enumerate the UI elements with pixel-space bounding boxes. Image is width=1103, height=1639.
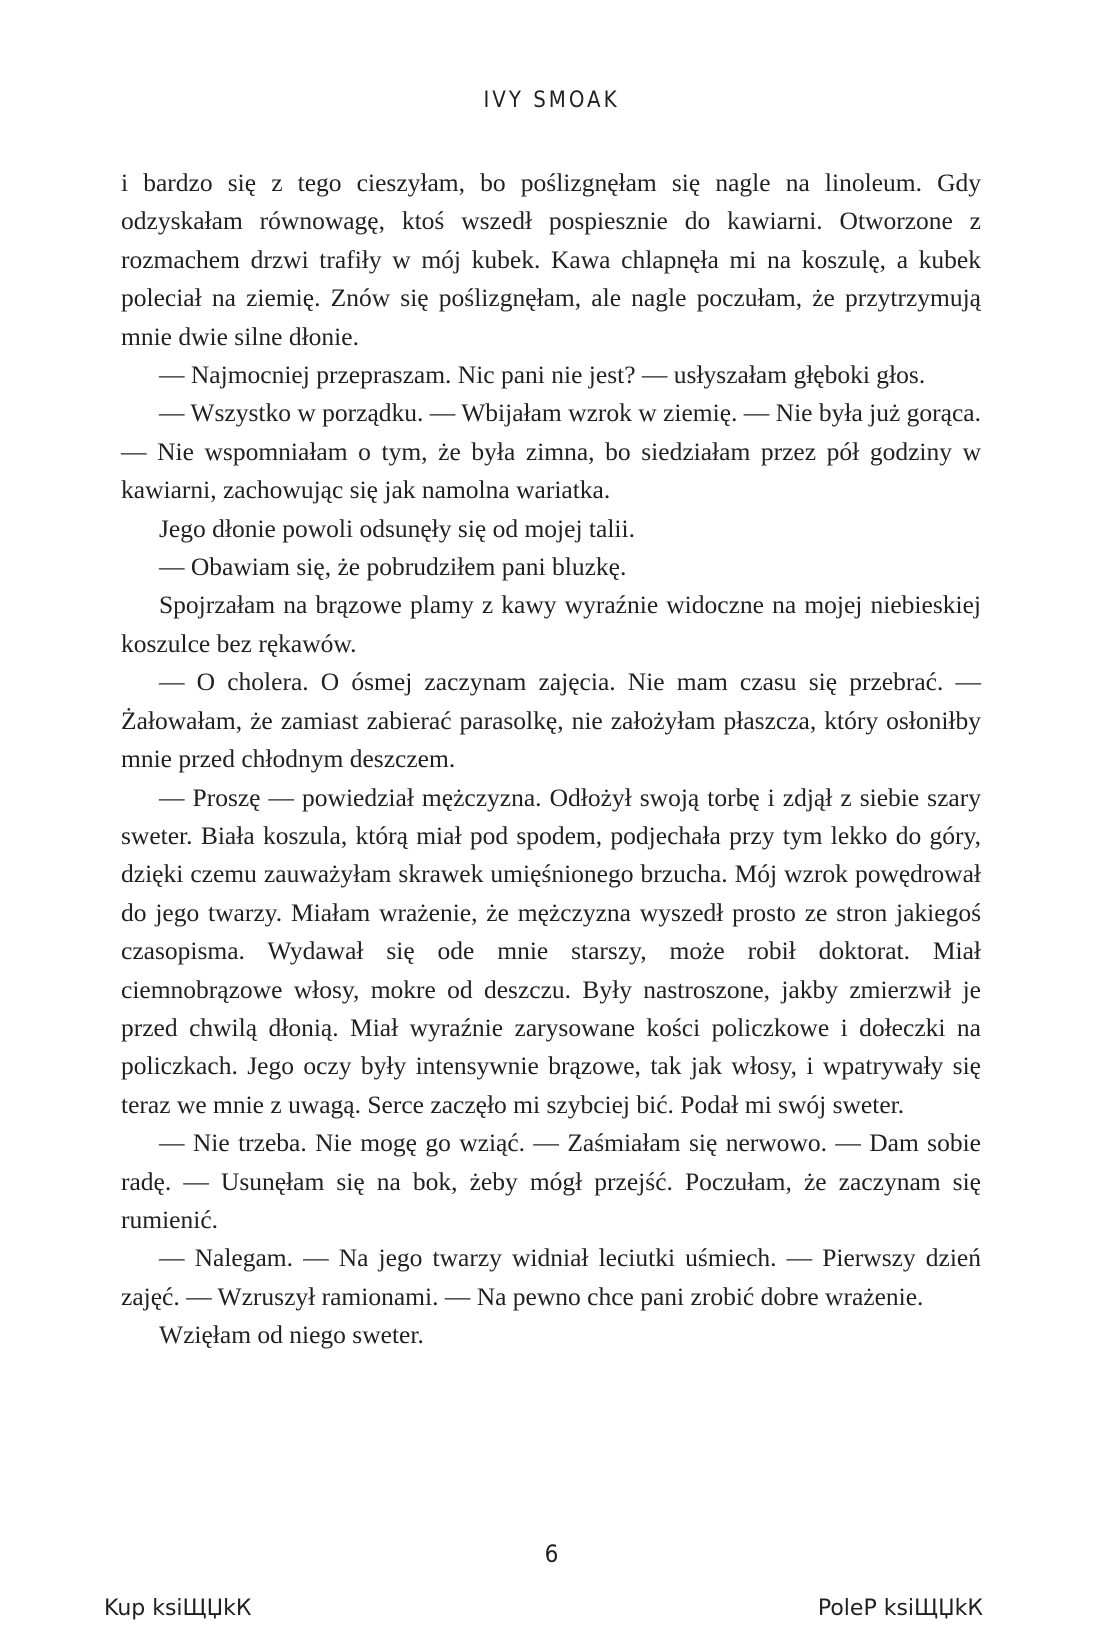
page-number: 6 — [544, 1540, 559, 1568]
paragraph-7: — O cholera. O ósmej zaczynam zajęcia. Nie mam czasu się przebrać. — Żałowałam, że zamiast zabierać parasolkę, nie założyłam płaszcza, który osłoniłby mnie przed chłodnym deszczem. — [121, 667, 981, 774]
page-body-text — [121, 164, 981, 1355]
paragraph-6: Spojrzałam na brązowe plamy z kawy wyraźnie widoczne na mojej niebieskiej koszulce bez rękawów. — [121, 590, 981, 658]
paragraph-3: — Wszystko w porządku. — Wbijałam wzrok w ziemię. — Nie była już gorąca. — Nie wspomniałam o tym, że była zimna, bo siedziałam przez pół godziny w kawiarni, zachowując się jak namolna wariatka. — [121, 398, 981, 505]
paragraph-1: i bardzo się z tego cieszyłam, bo poślizgnęłam się nagle na linoleum. Gdy odzyskałam równowagę, ktoś wszedł pospiesznie do kawiarni. Otworzone z rozmachem drzwi trafiły w mój kubek. Kawa chlapnęła mi na koszulę, a kubek poleciał na ziemię. Znów się poślizgnęłam, ale nagle poczułam, że przytrzymują mnie dwie silne dłonie. — [121, 168, 981, 351]
recommend-book-link[interactable]: PoleР ksiЩЏkК — [817, 1596, 983, 1621]
paragraph-2: — Najmocniej przepraszam. Nic pani nie jest? — usłyszałam głęboki głos. — [159, 360, 926, 390]
paragraph-11: Wzięłam od niego sweter. — [159, 1320, 424, 1350]
paragraph-4: Jego dłonie powoli odsunęły się od mojej talii. — [159, 513, 635, 543]
paragraph-8: — Proszę — powiedział mężczyzna. Odłożył swoją torbę i zdjął z siebie szary sweter. Biała koszula, którą miał pod spodem, podjechała przy tym lekko do góry, dzięki czemu zauważyłam skrawek umięśnionego brzucha. Mój wzrok powędrował do jego twarzy. Miałam wrażenie, że mężczyzna wyszedł prosto ze stron jakiegoś czasopisma. Wydawał się ode mnie starszy, może robił doktorat. Miał ciemnobrązowe włosy, mokre od deszczu. Były nastroszone, jakby zmierzwił je przed chwilą dłonią. Miał wyraźnie zarysowane kości policzkowe i dołeczki na policzkach. Jego oczy były intensywnie brązowe, tak jak włosy, i wpatrywały się teraz we mnie z uwagą. Serce zaczęło mi szybciej bić. Podał mi swój sweter. — [121, 782, 981, 1119]
buy-book-link[interactable]: Kup ksiЩЏkК — [104, 1596, 252, 1621]
paragraph-5: — Obawiam się, że pobrudziłem pani bluzkę. — [159, 552, 627, 582]
paragraph-9: — Nie trzeba. Nie mogę go wziąć. — Zaśmiałam się nerwowo. — Dam sobie radę. — Usunęłam się na bok, żeby mógł przejść. Poczułam, że zaczynam się rumienić. — [121, 1128, 981, 1234]
paragraph-10: — Nalegam. — Na jego twarzy widniał leciutki uśmiech. — Pierwszy dzień zajęć. — Wzruszył ramionami. — Na pewno chce pani zrobić dobre wrażenie. — [121, 1243, 981, 1311]
running-header-author: IVY SMOAK — [483, 88, 620, 113]
